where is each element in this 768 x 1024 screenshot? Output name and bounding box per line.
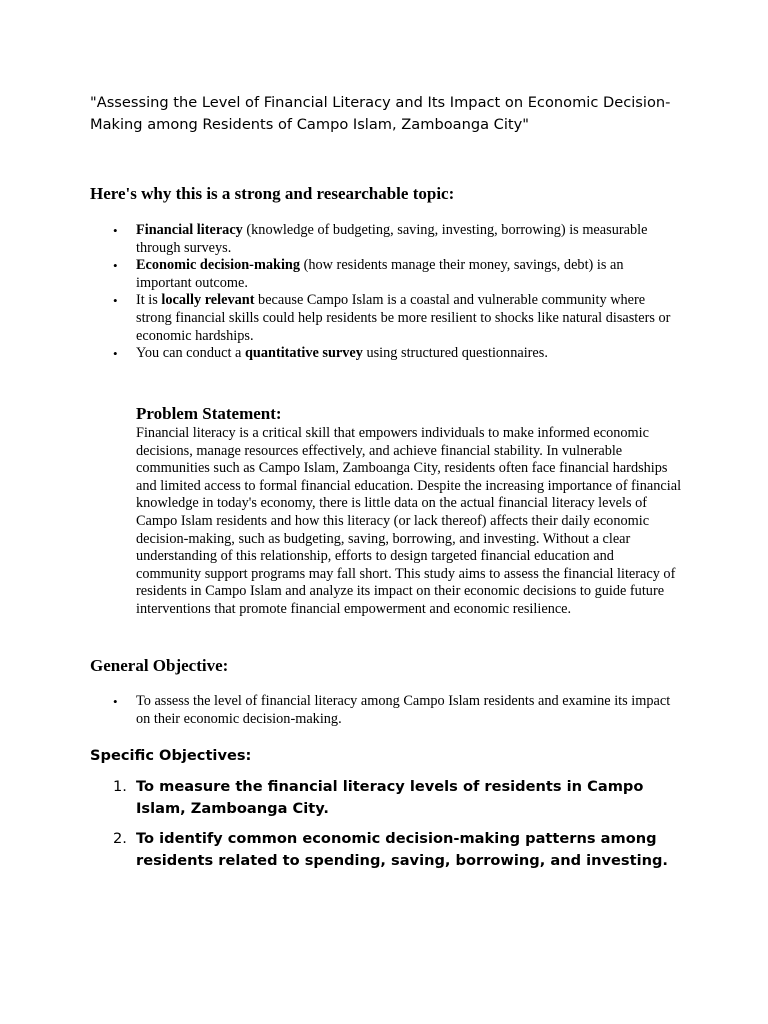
general-objective-list <box>136 693 681 728</box>
problem-statement-text: Financial literacy is a critical skill that empowers individuals to make informed economic decisions, manage resources effectively, and achieve financial stability. In vulnerable communities such as Campo Islam, Zamboanga City, residents often face financial hardships and limited access to formal financial education. Despite the increasing importance of financial knowledge in today's economy, there is little data on the actual financial literacy levels of Campo Islam residents and how this literacy (or lack thereof) affects their daily economic decision-making, such as budgeting, saving, borrowing, and investing. Without a clear understanding of this relationship, efforts to design targeted financial education and community support programs may fall short. This study aims to assess the financial literacy of residents in Campo Islam and analyze its impact on their economic decisions to guide future interventions that promote financial empowerment and economic resilience. <box>136 425 682 617</box>
item-text: To measure the financial literacy levels of residents in Campo Islam, Zamboanga City. <box>136 778 644 817</box>
list-item: • To assess the level of financial literacy among Campo Islam residents and examine its impact on their economic decision-making. <box>136 693 681 728</box>
bold-term: Economic decision-making <box>136 257 301 274</box>
specific-objectives-list <box>113 776 681 880</box>
item-number: 2. <box>113 830 127 847</box>
item-text: To identify common economic decision-making patterns among residents related to spending, saving, borrowing, and investing. <box>136 830 668 869</box>
bold-term: locally relevant <box>161 292 255 309</box>
list-item <box>113 776 681 819</box>
list-item: • It is locally relevant because Campo Islam is a coastal and vulnerable community where strong financial skills could help residents be more resilient to shocks like natural disasters or economic hardships. <box>136 292 681 345</box>
problem-statement-heading: Problem Statement: <box>136 404 282 423</box>
general-objective-heading: General Objective: <box>90 656 229 675</box>
list-item <box>113 828 681 871</box>
why-bullet-list <box>136 222 681 363</box>
bold-term: Financial literacy <box>136 222 243 238</box>
item-number: 1. <box>113 778 127 795</box>
list-item: • You can conduct a quantitative survey using structured questionnaires. <box>136 345 681 363</box>
bold-term: quantitative survey <box>244 345 363 362</box>
specific-objectives-heading: Specific Objectives: <box>90 747 252 764</box>
document-title: "Assessing the Level of Financial Literacy and Its Impact on Economic Decision-Making among Residents of Campo Islam, Zamboanga City" <box>90 94 671 133</box>
why-heading: Here's why this is a strong and researchable topic: <box>90 184 455 203</box>
list-item: • Economic decision-making (how residents manage their money, savings, debt) is an important outcome. <box>136 257 681 292</box>
list-item: • Financial literacy (knowledge of budgeting, saving, investing, borrowing) is measurable through surveys. <box>136 222 681 257</box>
